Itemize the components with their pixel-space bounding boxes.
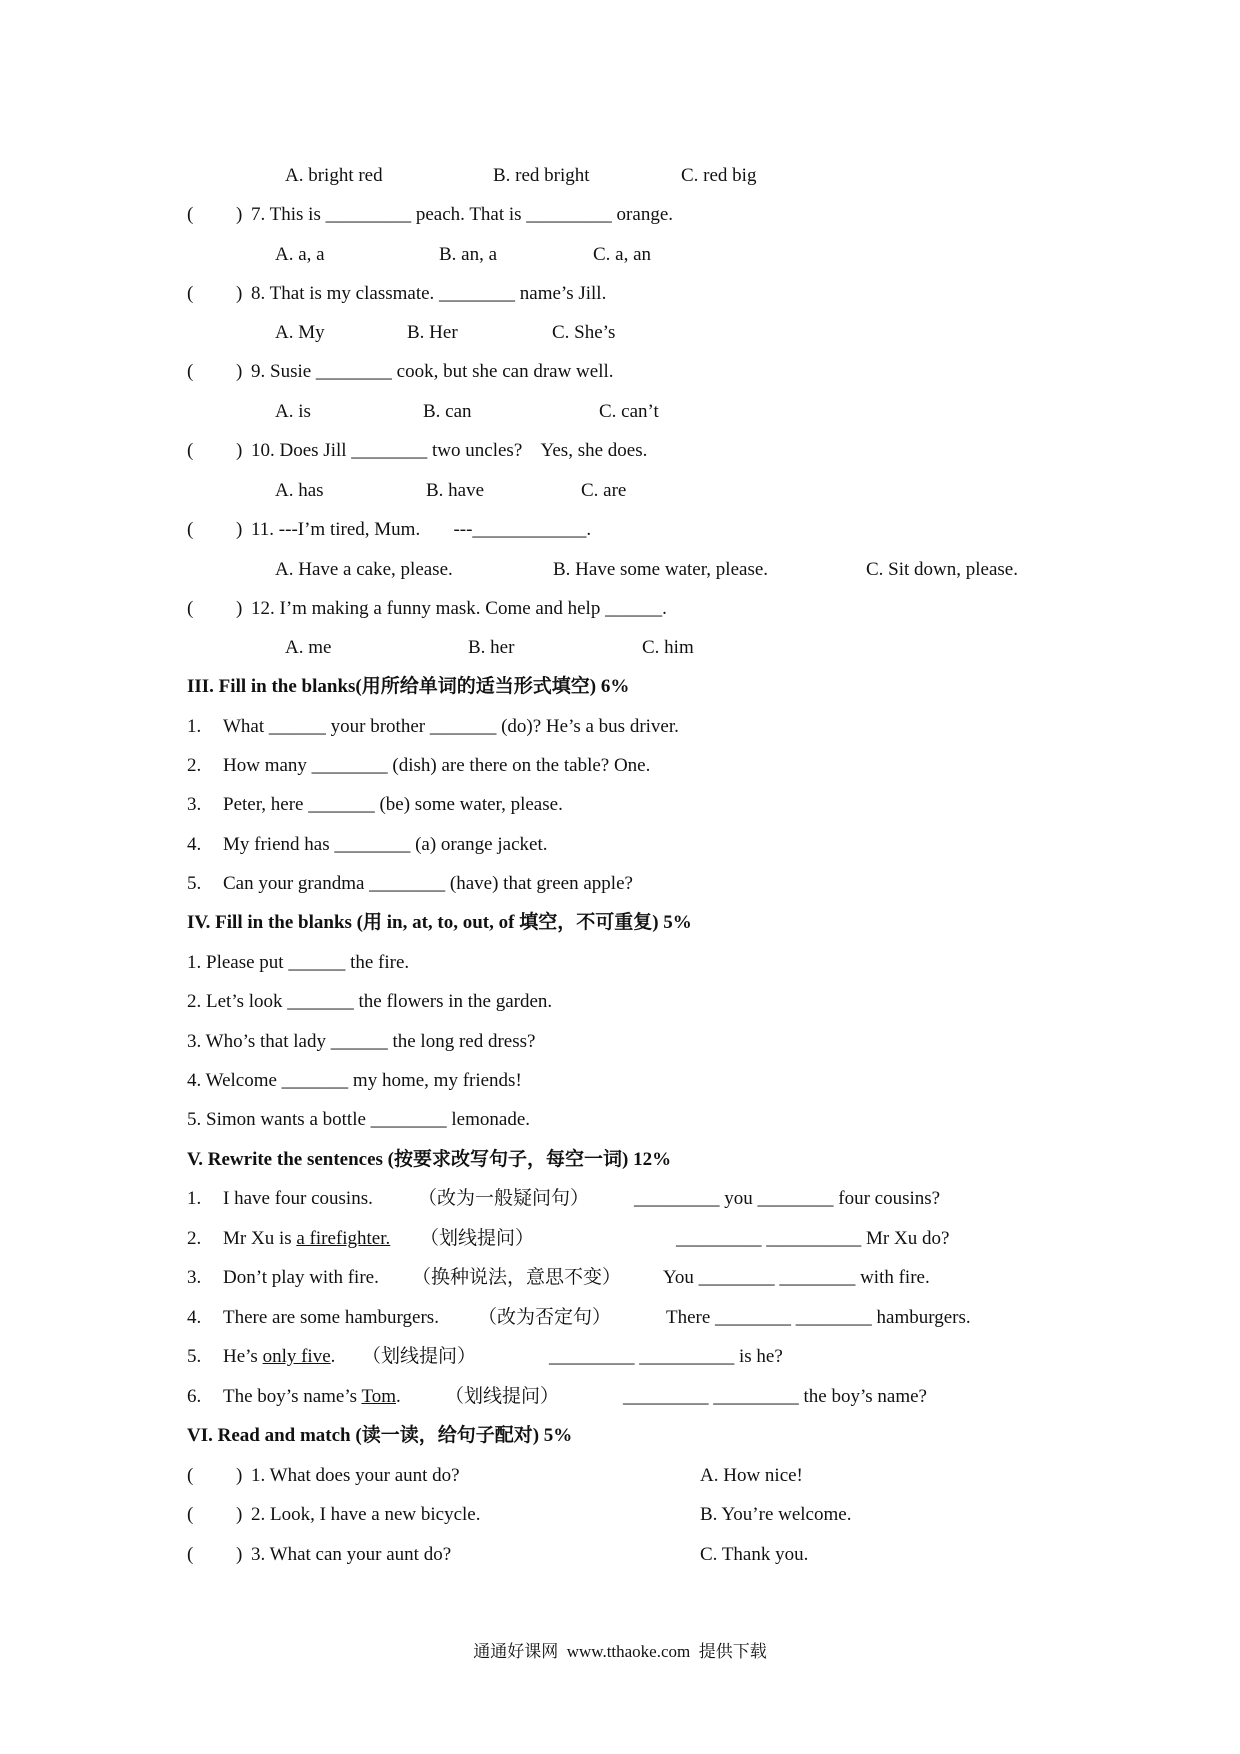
q10-option-a: A. has [275, 480, 324, 501]
section6-question: 1. What does your aunt do? [251, 1465, 460, 1486]
section6-paren-close: ) [236, 1504, 243, 1525]
section4-item: 5. Simon wants a bottle ________ lemonade. [187, 1109, 531, 1130]
section3-item-text: Can your grandma ________ (have) that green apple? [223, 873, 633, 894]
section3-item-text: How many ________ (dish) are there on the table? One. [223, 755, 651, 776]
sentence-text: I have four cousins. [223, 1188, 373, 1209]
q12-paren-open: ( [187, 598, 194, 619]
section5-item-hint: （改为一般疑问句） [418, 1188, 590, 1209]
section5-heading: V. Rewrite the sentences (按要求改写句子，每空一词) 12% [187, 1149, 672, 1170]
q7-option-a: A. a, a [275, 244, 325, 265]
underlined-part: a firefighter. [296, 1228, 391, 1249]
section3-item-num: 2. [187, 755, 202, 776]
q7-option-c: C. a, an [593, 244, 652, 265]
section5-item-hint: （划线提问） [445, 1386, 560, 1407]
section3-item-text: My friend has ________ (a) orange jacket. [223, 834, 548, 855]
q9-option-c: C. can’t [599, 401, 659, 422]
sentence-end: . [330, 1346, 336, 1367]
section5-item-sentence [223, 1345, 335, 1369]
underlined-part: Tom [361, 1386, 396, 1407]
section4-item: 3. Who’s that lady ______ the long red dress? [187, 1031, 536, 1052]
section4-item: 1. Please put ______ the fire. [187, 952, 410, 973]
q12-option-b: B. her [468, 637, 515, 658]
q11-question: 11. ---I’m tired, Mum. ---____________. [251, 519, 592, 540]
section6-paren-open: ( [187, 1465, 194, 1486]
section6-answer: B. You’re welcome. [700, 1504, 852, 1525]
q6-option-c: C. red big [681, 165, 757, 186]
section5-item-sentence [223, 1187, 373, 1211]
section3-item-text: What ______ your brother _______ (do)? He’s a bus driver. [223, 716, 679, 737]
q12-paren-close: ) [236, 598, 243, 619]
section5-item-answer: _________ you ________ four cousins? [634, 1188, 941, 1209]
q11-option-c: C. Sit down, please. [866, 559, 1018, 580]
q8-paren-close: ) [236, 283, 243, 304]
q7-paren-close: ) [236, 204, 243, 225]
q11-option-a: A. Have a cake, please. [275, 559, 453, 580]
q9-option-a: A. is [275, 401, 311, 422]
section6-answer: A. How nice! [700, 1465, 803, 1486]
q6-option-b: B. red bright [493, 165, 590, 186]
section5-item-sentence [223, 1385, 401, 1409]
section5-item-hint: （划线提问） [420, 1228, 535, 1249]
q9-paren-close: ) [236, 361, 243, 382]
sentence-end: . [396, 1386, 401, 1407]
q11-option-b: B. Have some water, please. [553, 559, 769, 580]
section5-item-num: 3. [187, 1267, 202, 1288]
section3-heading: III. Fill in the blanks(用所给单词的适当形式填空) 6% [187, 676, 630, 697]
q8-paren-open: ( [187, 283, 194, 304]
section5-item-num: 2. [187, 1228, 202, 1249]
q10-question: 10. Does Jill ________ two uncles? Yes, she does. [251, 440, 648, 461]
sentence-text: The boy’s name’s [223, 1386, 362, 1407]
section4-item: 2. Let’s look _______ the flowers in the garden. [187, 991, 553, 1012]
q6-option-a: A. bright red [285, 165, 383, 186]
sentence-text: He’s [223, 1346, 263, 1367]
q7-question: 7. This is _________ peach. That is _________ orange. [251, 204, 673, 225]
section5-item-hint: （换种说法，意思不变） [412, 1267, 622, 1288]
q8-option-c: C. She’s [552, 322, 616, 343]
section5-item-sentence [223, 1266, 379, 1290]
section4-heading: IV. Fill in the blanks (用 in, at, to, out, of 填空，不可重复) 5% [187, 912, 692, 933]
section6-question: 2. Look, I have a new bicycle. [251, 1504, 481, 1525]
section3-item-num: 1. [187, 716, 202, 737]
q12-option-a: A. me [285, 637, 332, 658]
q9-paren-open: ( [187, 361, 194, 382]
q7-option-b: B. an, a [439, 244, 498, 265]
page-footer: 通通好课网 www.tthaoke.com 提供下载 [473, 1642, 767, 1661]
underlined-part: only five [262, 1346, 331, 1367]
q8-option-a: A. My [275, 322, 325, 343]
section5-item-answer: _________ __________ Mr Xu do? [676, 1228, 950, 1249]
section6-question: 3. What can your aunt do? [251, 1544, 452, 1565]
section5-item-num: 4. [187, 1307, 202, 1328]
section6-paren-close: ) [236, 1465, 243, 1486]
section5-item-sentence [223, 1227, 390, 1251]
section5-item-answer: _________ __________ is he? [549, 1346, 783, 1367]
section5-item-hint: （改为否定句） [478, 1307, 612, 1328]
q8-question: 8. That is my classmate. ________ name’s Jill. [251, 283, 607, 304]
section6-answer: C. Thank you. [700, 1544, 809, 1565]
section6-heading: VI. Read and match (读一读，给句子配对) 5% [187, 1425, 573, 1446]
sentence-text: Mr Xu is [223, 1228, 297, 1249]
section5-item-num: 5. [187, 1346, 202, 1367]
section5-item-answer: You ________ ________ with fire. [663, 1267, 930, 1288]
section6-paren-close: ) [236, 1544, 243, 1565]
section5-item-num: 1. [187, 1188, 202, 1209]
section5-item-hint: （划线提问） [362, 1346, 477, 1367]
q10-paren-close: ) [236, 440, 243, 461]
q9-question: 9. Susie ________ cook, but she can draw well. [251, 361, 614, 382]
section3-item-num: 5. [187, 873, 202, 894]
sentence-text: There are some hamburgers. [223, 1307, 439, 1328]
section5-item-answer: _________ _________ the boy’s name? [623, 1386, 927, 1407]
q11-paren-open: ( [187, 519, 194, 540]
section6-paren-open: ( [187, 1544, 194, 1565]
section5-item-num: 6. [187, 1386, 202, 1407]
section3-item-text: Peter, here _______ (be) some water, please. [223, 794, 563, 815]
sentence-text: Don’t play with fire. [223, 1267, 379, 1288]
q7-paren-open: ( [187, 204, 194, 225]
section3-item-num: 4. [187, 834, 202, 855]
q10-option-b: B. have [426, 480, 485, 501]
q11-paren-close: ) [236, 519, 243, 540]
section3-item-num: 3. [187, 794, 202, 815]
q8-option-b: B. Her [407, 322, 458, 343]
q10-paren-open: ( [187, 440, 194, 461]
q9-option-b: B. can [423, 401, 472, 422]
q12-question: 12. I’m making a funny mask. Come and help ______. [251, 598, 667, 619]
section5-item-answer: There ________ ________ hamburgers. [666, 1307, 971, 1328]
section6-paren-open: ( [187, 1504, 194, 1525]
section5-item-sentence [223, 1306, 439, 1330]
q12-option-c: C. him [642, 637, 694, 658]
section4-item: 4. Welcome _______ my home, my friends! [187, 1070, 522, 1091]
q10-option-c: C. are [581, 480, 627, 501]
